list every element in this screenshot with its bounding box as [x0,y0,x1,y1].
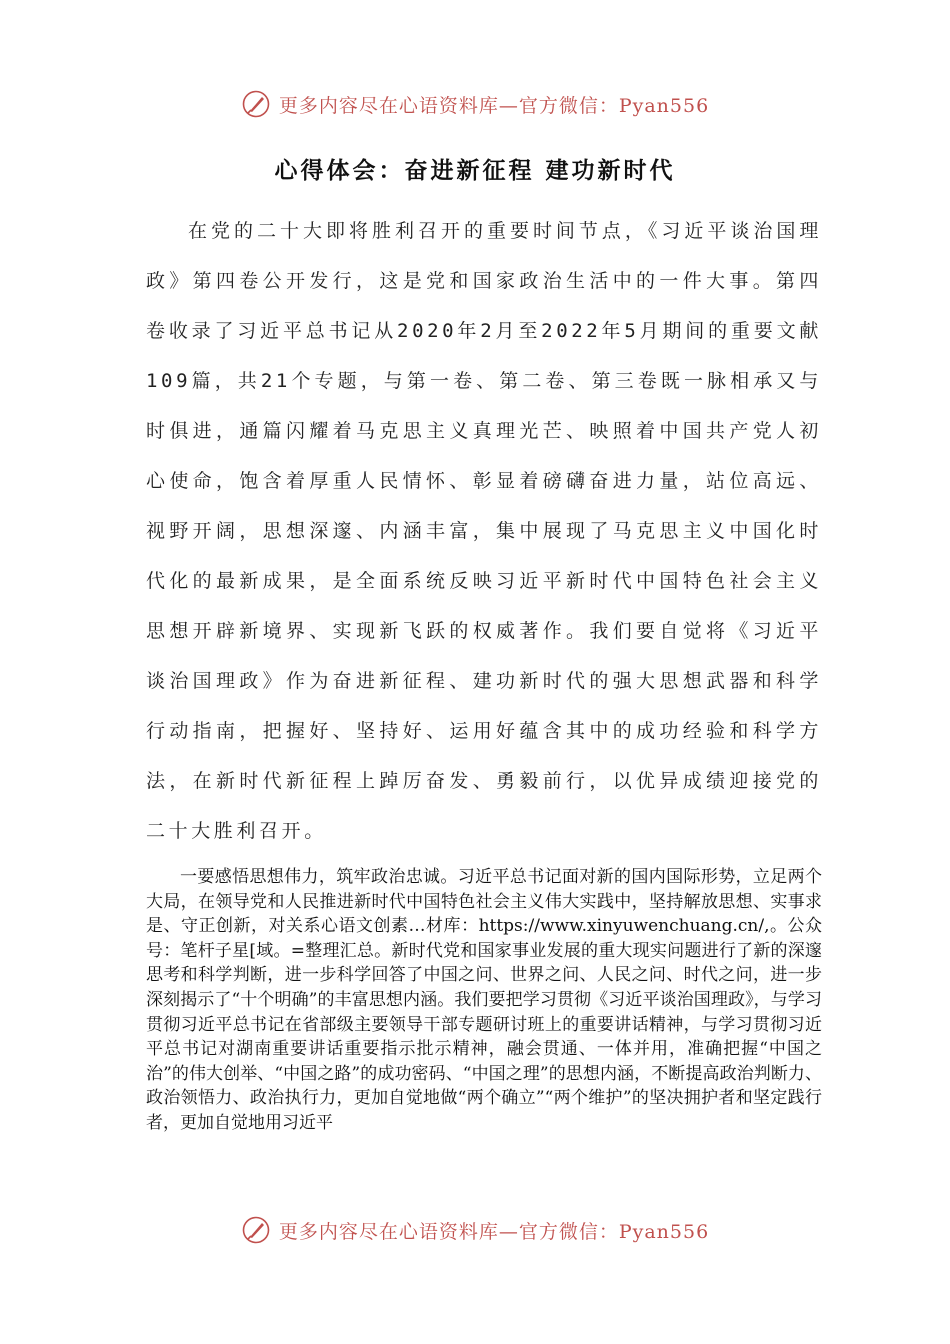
header-banner-text: 更多内容尽在心语资料库—官方微信：Pyan556 [278,94,710,117]
document-title: 心得体会：奋进新征程 建功新时代 [274,158,676,184]
footer-banner [0,1210,950,1250]
paragraph-point-one: 一要感悟思想伟力，筑牢政治忠诚。习近平总书记面对新的国内国际形势，立足两个大局，在领导党和人民推进新时代中国特色社会主义伟大实践中，坚持解放思想、实事求是、守正创新，对关系心语文创素…材库：https://www.xinyuwenchuang.cn/,。公众号：笔杆子星[域。=整理汇总。新时代党和国家事业发展的重大现实问题进行了新的深邃思考和科学判断，进一步科学回答了中国之问、世界之问、人民之问、时代之问，进一步深刻揭示了“十个明确”的丰富思想内涵。我们要把学习贯彻《习近平谈治国理政》，与学习贯彻习近平总书记在省部级主要领导干部专题研讨班上的重要讲话精神，与学习贯彻习近平总书记对湖南重要讲话重要指示批示精神，融会贯通、一体并用，准确把握“中国之治”的伟大创举、“中国之路”的成功密码、“中国之理”的思想内涵，不断提高政治判断力、政治领悟力、政治执行力，更加自觉地做“两个确立”“两个维护”的坚决拥护者和坚定践行者，更加自觉地用习近平 [146,867,822,1133]
paragraph-intro: 在党的二十大即将胜利召开的重要时间节点，《习近平谈治国理政》第四卷公开发行，这是党和国家政治生活中的一件大事。第四卷收录了习近平总书记从2020年2月至2022年5月期间的重要文献109篇，共21个专题，与第一卷、第二卷、第三卷既一脉相承又与时俱进，通篇闪耀着马克思主义真理光芒、映照着中国共产党人初心使命，饱含着厚重人民情怀、彰显着磅礴奋进力量，站位高远、视野开阔，思想深邃、内涵丰富，集中展现了马克思主义中国化时代化的最新成果，是全面系统反映习近平新时代中国特色社会主义思想开辟新境界、实现新飞跃的权威著作。我们要自觉将《习近平谈治国理政》作为奋进新征程、建功新时代的强大思想武器和科学行动指南，把握好、坚持好、运用好蕴含其中的成功经验和科学方法，在新时代新征程上踔厉奋发、勇毅前行，以优异成绩迎接党的二十大胜利召开。 [146,220,822,842]
footer-banner-text: 更多内容尽在心语资料库—官方微信：Pyan556 [278,1220,710,1243]
quill-logo-icon [241,89,271,119]
quill-logo-icon [241,1215,271,1245]
header-banner [0,84,950,124]
